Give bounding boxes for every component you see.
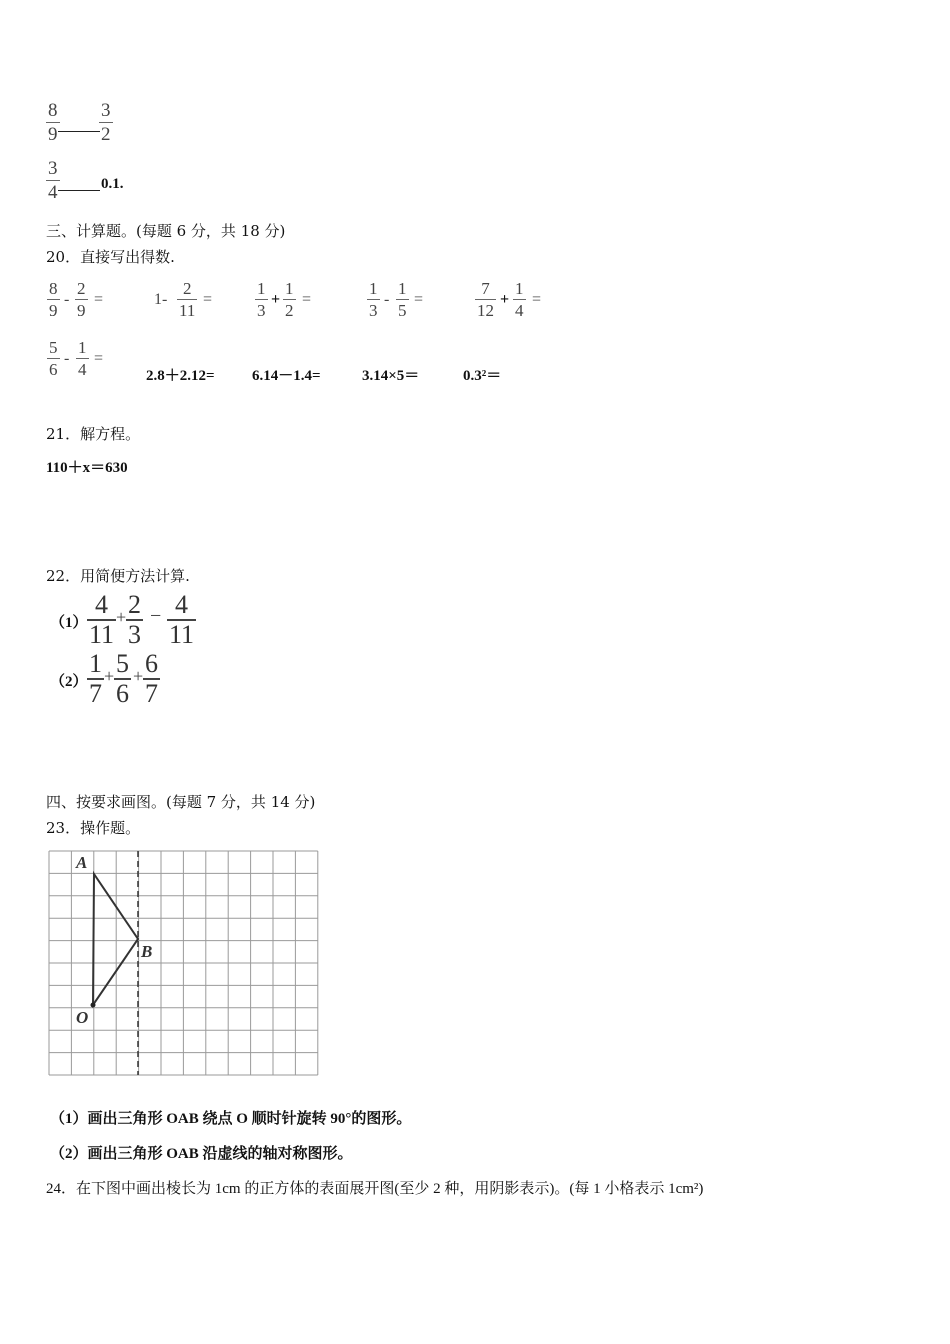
decimal-problem: 3.14×5＝ xyxy=(362,368,420,384)
operator: − xyxy=(150,605,162,627)
section-heading: 四、按要求画图。(每题 7 分，共 14 分) xyxy=(46,793,316,811)
fraction: 6 7 xyxy=(145,649,158,708)
equals-sign: = xyxy=(302,291,312,308)
label-b: B xyxy=(141,942,153,961)
operator: + xyxy=(133,666,144,686)
fraction: 2 3 xyxy=(128,590,141,649)
section-heading: 三、计算题。(每题 6 分，共 18 分) xyxy=(46,222,286,240)
decimal-problem: 0.3²＝ xyxy=(463,368,502,384)
grid-svg xyxy=(47,849,319,1077)
fraction: 4 11 xyxy=(89,590,115,649)
operator: + xyxy=(271,291,281,308)
question-label: 22．用简便方法计算. xyxy=(46,567,190,585)
fraction-8-9: 8 9 xyxy=(48,100,58,145)
operator: - xyxy=(64,350,70,367)
fraction: 1 4 xyxy=(515,279,524,320)
fraction: 1 3 xyxy=(369,279,378,320)
operator: - xyxy=(384,291,390,308)
equals-sign: = xyxy=(94,291,104,308)
operator: + xyxy=(104,666,115,686)
fraction: 2 9 xyxy=(77,279,86,320)
label-a: A xyxy=(76,853,88,872)
label-o: O xyxy=(76,1008,89,1027)
part-tag: （2） xyxy=(50,674,88,690)
equals-sign: = xyxy=(203,291,213,308)
operator: + xyxy=(500,291,510,308)
fraction: 2 11 xyxy=(179,279,196,320)
prefix: 1- xyxy=(154,291,168,308)
fraction: 1 3 xyxy=(257,279,266,320)
equals-sign: = xyxy=(414,291,424,308)
equation: 110＋x＝630 xyxy=(46,460,128,476)
point-o xyxy=(91,1003,96,1008)
fraction: 1 5 xyxy=(398,279,407,320)
grid-figure[interactable] xyxy=(47,849,319,1077)
fraction: 5 6 xyxy=(49,338,58,379)
fraction: 5 6 xyxy=(116,649,129,708)
q24-text: 24．在下图中画出棱长为 1cm 的正方体的表面展开图(至少 2 种，用阴影表示)。(每 1 小格表示 1cm²) xyxy=(46,1181,704,1197)
equals-sign: = xyxy=(532,291,542,308)
question-label: 23．操作题。 xyxy=(46,819,141,837)
grid-lines xyxy=(49,851,318,1075)
decimal-problem: 2.8＋2.12= xyxy=(146,368,215,384)
fraction: 1 7 xyxy=(89,649,102,708)
fraction-3-4: 3 4 xyxy=(48,158,58,203)
operator: + xyxy=(116,607,127,627)
operator: - xyxy=(64,291,70,308)
fraction-3-2: 3 2 xyxy=(101,100,111,145)
blank-line[interactable] xyxy=(58,131,100,132)
decimal-problem: 6.14－1.4= xyxy=(252,368,321,384)
fraction: 1 4 xyxy=(78,338,87,379)
fraction: 1 2 xyxy=(285,279,294,320)
task-instruction: （2）画出三角形 OAB 沿虚线的轴对称图形。 xyxy=(50,1146,353,1162)
blank-line[interactable] xyxy=(58,190,100,191)
fraction: 4 11 xyxy=(169,590,195,649)
question-label: 21．解方程。 xyxy=(46,425,141,443)
compare-value: 0.1. xyxy=(101,176,124,192)
question-label xyxy=(46,1177,703,1198)
fraction: 8 9 xyxy=(49,279,58,320)
question-label: 20．直接写出得数. xyxy=(46,248,175,266)
fraction: 7 12 xyxy=(477,279,494,320)
task-instruction: （1）画出三角形 OAB 绕点 O 顺时针旋转 90°的图形。 xyxy=(50,1111,412,1127)
equals-sign: = xyxy=(94,350,104,367)
part-tag: （1） xyxy=(50,615,88,631)
